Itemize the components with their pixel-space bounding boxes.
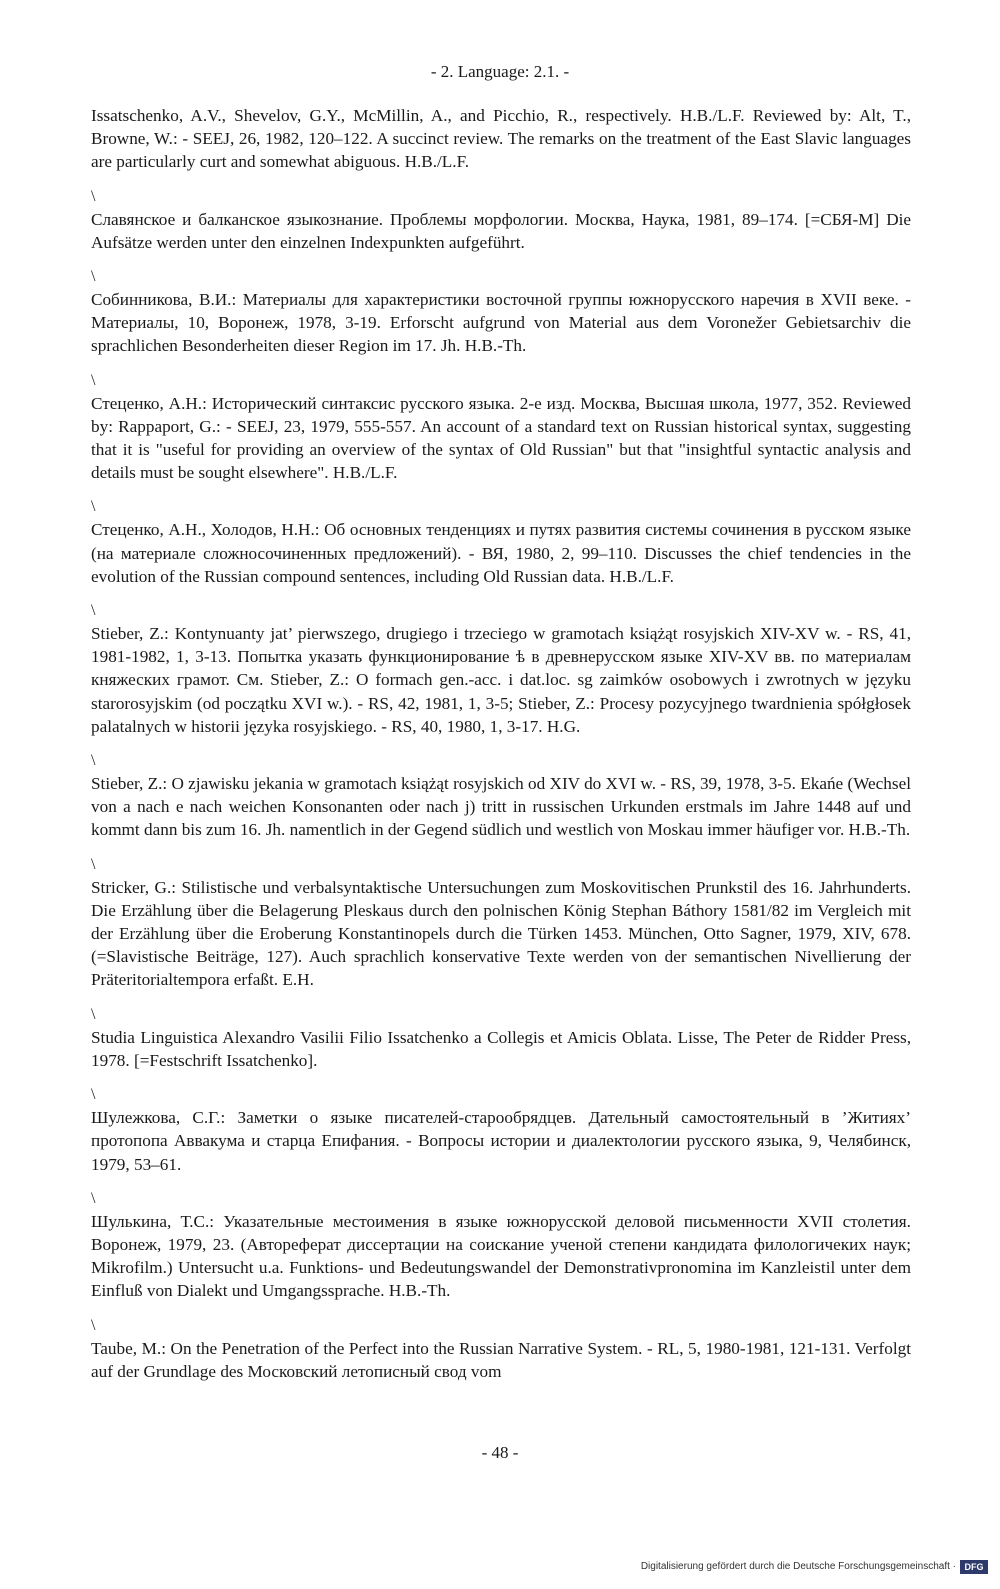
entry-text: : Материалы для характеристики восточной группы южнорусского наречия в XVII веке. - Материалы, 10, Воронеж, 1978, 3-19. Erforscht aufgrund von Material aus dem Voronežer Gebietsarchiv die sprachlichen Besonderheiten dieser Region im 17. Jh. H.B.-Th. (91, 290, 911, 356)
entry-separator: \ (91, 752, 96, 770)
entry-separator: \ (91, 1005, 96, 1023)
entry-separator: \ (91, 1189, 96, 1207)
entry-text: Москва, Наука, 1981, 89–174. [=СБЯ-М] Die Aufsätze werden unter den einzelnen Indexpunkten aufgeführt. (91, 209, 912, 252)
entry-separator: \ (91, 602, 96, 620)
entry-separator: \ (91, 187, 96, 205)
bibliography-entry (91, 752, 911, 842)
entry-text: : Об основных тенденциях и путях развития системы сочинения в русском языке (на материале сложносочиненных предложений). - ВЯ, 1980, 2, 99–110. Discusses the chief tendencies in the evolution of the Russian compound sentences, including Old Russian data. H.B./L.F. (91, 520, 911, 586)
bibliography-entry (91, 1317, 911, 1383)
bibliography-entry (91, 1190, 911, 1303)
entry-author: Stricker, G. (91, 877, 172, 897)
bibliography-entry (91, 1006, 911, 1072)
bibliography-entry (91, 104, 911, 174)
entry-separator: \ (91, 268, 96, 286)
entry-author: Славянское и балканское языкознание. Проблемы морфологии. (91, 209, 569, 229)
entry-text: : Заметки о языке писателей-старообрядцев. Дательный самостоятельный в ’Житиях’ протопопа Аввакума и старца Епифания. - Вопросы истории и диалектологии русского языка, 9, Челябинск, 1979, 53–61. (91, 1108, 911, 1174)
bibliography-entry (91, 188, 911, 254)
entry-author: Шулежкова, С.Г. (91, 1108, 221, 1128)
running-header: - 2. Language: 2.1. - (430, 62, 570, 81)
entry-text: : Указательные местоимения в языке южнорусской деловой письменности XVII столетия. Воронеж, 1979, 23. (Автореферат диссертации на соискание ученой степени кандидата филологичеких наук; Mikrofilm.) Untersucht u.a. Funktions- und Bedeutungswandel der Demonstrativpronomina im Kanzleistil unter dem Einfluß von Dialekt und Umgangssprache. H.B.-Th. (91, 1211, 911, 1301)
entry-author: Шулькина, Т.С. (91, 1211, 210, 1231)
entry-author: Собинникова, В.И. (91, 290, 232, 310)
bibliography-entry (91, 372, 911, 485)
entry-text: Issatschenko, A.V., Shevelov, G.Y., McMillin, A., and Picchio, R., respectively. H.B./L.F. Reviewed by: Alt, T., Browne, W.: - SEEJ, 26, 1982, 120–122. A succinct review. The remarks on the treatment of the East Slavic languages are particularly curt and somewhat abiguous. H.B./L.F. (91, 106, 911, 172)
bibliography-list (91, 104, 911, 1397)
entry-author: Стеценко, А.Н. (91, 393, 203, 413)
dfg-logo: DFG (960, 1560, 988, 1574)
entry-separator: \ (91, 498, 96, 516)
entry-author: Studia Linguistica Alexandro Vasilii Filio Issatchenko a Collegis et Amicis Oblata (91, 1027, 668, 1047)
entry-author: Стеценко, А.Н., Холодов, Н.Н. (91, 520, 315, 540)
entry-separator: \ (91, 855, 96, 873)
entry-text: : Исторический синтаксис русского языка. 2-е изд. Москва, Высшая школа, 1977, 352. Reviewed by: Rappaport, G.: - SEEJ, 23, 1979, 555-557. An account of a standard text on Russian historical syntax, suggesting that it is "useful for providing an overview of the syntax of Old Russian" but that "insightful syntactic analysis and details must be sought elsewhere". H.B./L.F. (91, 393, 912, 483)
entry-separator: \ (91, 1086, 96, 1104)
entry-text: : Kontynuanty jat’ pierwszego, drugiego i trzeciego w gramotach książąt rosyjskich XIV-XV w. - RS, 41, 1981-1982, 1, 3-13. Попытка указать функционирование ѣ в древнерусском языке XIV-XV вв. по материалам княжеских грамот. См. Stieber, Z.: O formach gen.-acc. i dat.loc. sg zaimków osobowych i zwrotnych w języku starorosyjskim (od początku XVI w.). - RS, 42, 1981, 1, 3-5; Stieber, Z.: Procesy pozycyjnego twardnienia spółgłosek palatalnych w historii języka rosyjskiego. - RS, 40, 1980, 1, 3-17. H.G. (91, 624, 911, 736)
entry-author: Taube, M. (91, 1338, 162, 1358)
bibliography-entry (91, 1086, 911, 1176)
bibliography-entry (91, 268, 911, 358)
entry-text: : On the Penetration of the Perfect into the Russian Narrative System. - RL, 5, 1980-1981, 121-131. Verfolgt auf der Grundlage des Московский летописный свод vom (91, 1338, 911, 1381)
entry-author: Stieber, Z. (91, 774, 163, 794)
entry-separator: \ (91, 371, 96, 389)
entry-text: : Stilistische und verbalsyntaktische Untersuchungen zum Moskovitischen Prunkstil des 16. Jahrhunderts. Die Erzählung über die Belagerung Pleskaus durch den polnischen König Stephan Báthory 1581/82 im Vergleich mit der Erzählung über die Eroberung Konstantinopels durch die Türken 1453. München, Otto Sagner, 1979, XIV, 678. (=Slavistische Beiträge, 127). Auch sprachlich konservative Texte werden von der semantischen Nivellierung der Präteritorialtempora erfaßt. E.H. (91, 877, 911, 990)
digitization-credit: Digitalisierung gefördert durch die Deutsche Forschungsgemeinschaft · (640, 1561, 956, 1572)
bibliography-entry (91, 856, 911, 992)
bibliography-entry (91, 602, 911, 738)
entry-author: Stieber, Z. (91, 624, 165, 644)
page-number: - 48 - (481, 1443, 519, 1462)
entry-separator: \ (91, 1316, 96, 1334)
entry-text: . Lisse, The Peter de Ridder Press, 1978. [=Festschrift Issatchenko]. (91, 1027, 912, 1070)
bibliography-entry (91, 498, 911, 588)
entry-text: : O zjawisku jekania w gramotach książąt rosyjskich od XIV do XVI w. - RS, 39, 1978, 3-5. Ekańe (Wechsel von a nach e nach weichen Konsonanten oder nach j) tritt in russischen Urkunden erstmals im Jahre 1448 auf und kommt dann bis zum 16. Jh. namentlich in der Gegend südlich und westlich von Moskau immer häufiger vor. H.B.-Th. (91, 774, 911, 840)
